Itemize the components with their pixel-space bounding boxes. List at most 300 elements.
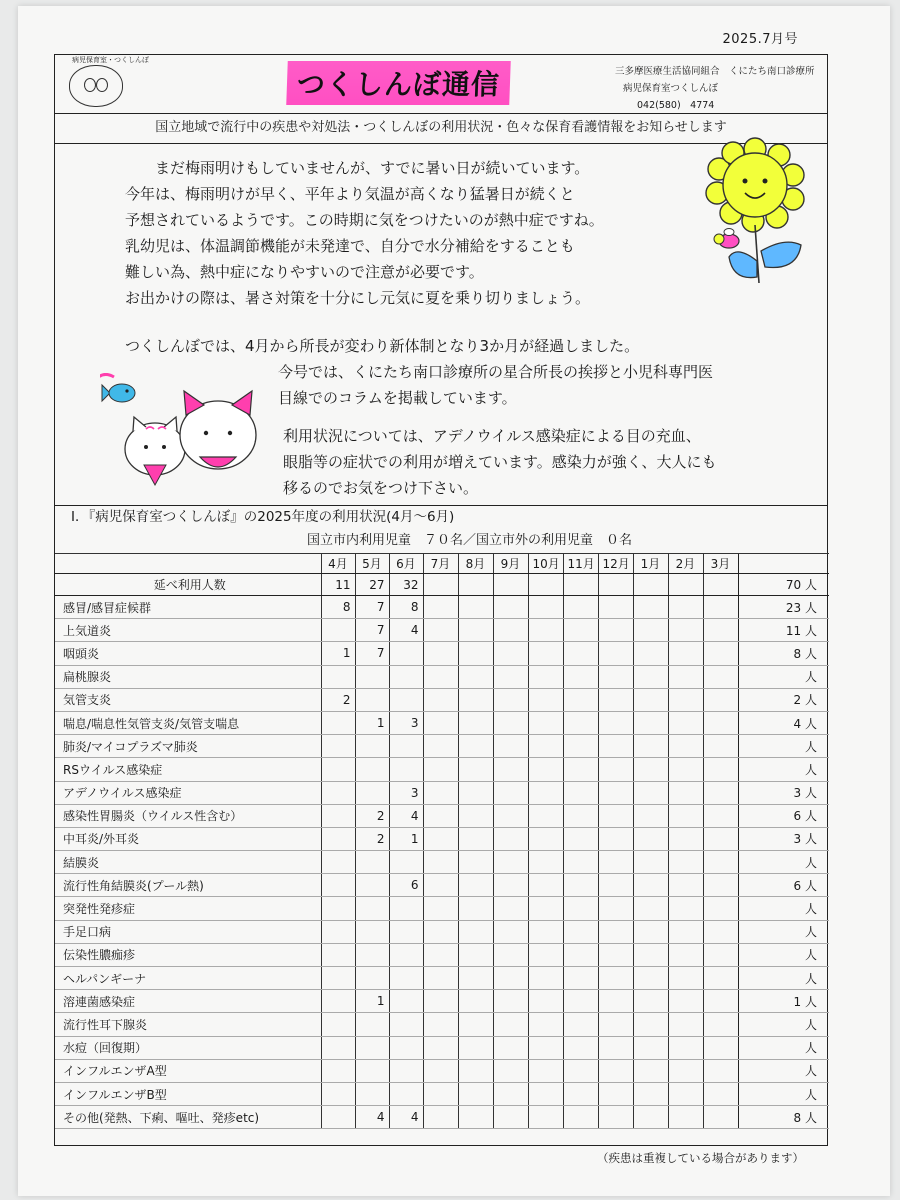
table-cell — [668, 967, 703, 990]
text-line: 乳幼児は、体温調節機能が未発達で、自分で水分補給をすることも — [125, 237, 575, 255]
table-cell — [528, 1059, 563, 1082]
table-cell — [528, 851, 563, 874]
table-cell — [321, 851, 355, 874]
table-cell — [703, 735, 738, 758]
table-cell — [321, 804, 355, 827]
table-cell — [668, 920, 703, 943]
table-cell — [493, 1036, 528, 1059]
total-usage-row — [55, 574, 829, 596]
table-cell — [458, 943, 493, 966]
table-cell — [355, 758, 389, 781]
text-line: 眼脂等の症状での利用が増えています。感染力が強く、大人にも — [283, 453, 717, 471]
disease-name: 溶連菌感染症 — [55, 990, 321, 1013]
table-cell — [563, 1059, 598, 1082]
table-cell — [633, 967, 668, 990]
table-cell — [703, 897, 738, 920]
table-cell — [668, 596, 703, 619]
table-cell — [633, 758, 668, 781]
table-cell: 3 — [389, 781, 423, 804]
table-row — [55, 711, 829, 734]
table-cell — [389, 1013, 423, 1036]
table-row — [55, 642, 829, 665]
table-cell — [598, 781, 633, 804]
disease-name: 上気道炎 — [55, 619, 321, 642]
table-cell — [321, 1082, 355, 1105]
table-cell — [493, 642, 528, 665]
month-header: 2月 — [668, 554, 703, 574]
table-cell — [668, 711, 703, 734]
table-cell: 1 — [321, 642, 355, 665]
disease-name: RSウイルス感染症 — [55, 758, 321, 781]
row-label: 延べ利用人数 — [55, 574, 321, 596]
table-cell — [668, 758, 703, 781]
table-cell — [528, 665, 563, 688]
disease-name: 水痘（回復期） — [55, 1036, 321, 1059]
table-cell — [703, 990, 738, 1013]
table-cell: 8 — [389, 596, 423, 619]
table-cell — [563, 642, 598, 665]
row-total: 1 人 — [738, 990, 829, 1013]
fish-icon — [102, 384, 135, 402]
table-cell — [668, 735, 703, 758]
table-cell — [493, 596, 528, 619]
header-blank — [738, 554, 829, 574]
table-cell — [563, 1106, 598, 1129]
disease-name: インフルエンザB型 — [55, 1082, 321, 1105]
table-cell — [633, 990, 668, 1013]
month-header: 6月 — [389, 554, 423, 574]
table-cell — [563, 967, 598, 990]
table-cell — [458, 827, 493, 850]
table-row — [55, 990, 829, 1013]
table-cell — [598, 665, 633, 688]
disease-name: 喘息/喘息性気管支炎/気管支喘息 — [55, 711, 321, 734]
table-cell — [668, 1082, 703, 1105]
table-cell — [633, 688, 668, 711]
table-cell: 32 — [389, 574, 423, 596]
table-cell — [458, 990, 493, 1013]
table-cell — [563, 619, 598, 642]
table-cell — [563, 897, 598, 920]
disease-name: 感冒/感冒症候群 — [55, 596, 321, 619]
table-cell — [389, 990, 423, 1013]
table-cell — [668, 874, 703, 897]
row-total: 人 — [738, 665, 829, 688]
table-cell — [668, 851, 703, 874]
table-cell — [458, 665, 493, 688]
table-cell: 7 — [355, 596, 389, 619]
table-row — [55, 827, 829, 850]
disease-name: その他(発熱、下痢、嘔吐、発疹etc) — [55, 1106, 321, 1129]
table-row — [55, 619, 829, 642]
table-cell — [423, 1059, 458, 1082]
table-cell — [423, 851, 458, 874]
table-cell — [321, 758, 355, 781]
usage-summary: 国立市内利用児童 ７０名／国立市外の利用児童 ０名 — [307, 533, 633, 548]
table-cell — [458, 688, 493, 711]
table-cell — [458, 758, 493, 781]
table-cell — [703, 1059, 738, 1082]
month-header: 12月 — [598, 554, 633, 574]
disease-name: 流行性角結膜炎(プール熱) — [55, 874, 321, 897]
row-total: 4 人 — [738, 711, 829, 734]
text-line: まだ梅雨明けもしていませんが、すでに暑い日が続いています。 — [155, 159, 590, 177]
table-cell — [355, 735, 389, 758]
table-cell — [703, 1106, 738, 1129]
newsletter-frame — [54, 54, 828, 1146]
table-cell — [321, 897, 355, 920]
table-cell — [355, 1059, 389, 1082]
table-cell — [355, 943, 389, 966]
month-header: 10月 — [528, 554, 563, 574]
table-cell — [321, 1106, 355, 1129]
table-cell — [633, 574, 668, 596]
table-cell — [703, 874, 738, 897]
disease-name: 突発性発疹症 — [55, 897, 321, 920]
table-cell — [633, 619, 668, 642]
table-cell — [321, 943, 355, 966]
table-cell — [458, 596, 493, 619]
table-cell — [598, 711, 633, 734]
month-header: 3月 — [703, 554, 738, 574]
table-cell — [458, 735, 493, 758]
month-header: 5月 — [355, 554, 389, 574]
table-cell — [493, 574, 528, 596]
logo-face-icon — [84, 78, 96, 92]
table-cell — [389, 642, 423, 665]
table-cell — [493, 967, 528, 990]
table-cell — [389, 920, 423, 943]
disease-name: アデノウイルス感染症 — [55, 781, 321, 804]
table-cell — [423, 665, 458, 688]
table-cell — [703, 1082, 738, 1105]
table-cell — [423, 642, 458, 665]
table-cell — [528, 619, 563, 642]
table-cell — [528, 967, 563, 990]
table-cell — [423, 781, 458, 804]
table-cell — [633, 874, 668, 897]
table-cell — [668, 665, 703, 688]
table-cell — [563, 851, 598, 874]
month-header: 7月 — [423, 554, 458, 574]
row-total: 3 人 — [738, 781, 829, 804]
text-line: 予想されているようです。この時期に気をつけたいのが熱中症ですね。 — [125, 211, 604, 229]
table-row — [55, 1036, 829, 1059]
table-cell: 6 — [389, 874, 423, 897]
table-cell — [423, 758, 458, 781]
table-cell: 2 — [321, 688, 355, 711]
table-cell — [598, 897, 633, 920]
table-cell — [458, 804, 493, 827]
table-row — [55, 1013, 829, 1036]
disease-name: 咽頭炎 — [55, 642, 321, 665]
month-header: 11月 — [563, 554, 598, 574]
table-cell — [633, 920, 668, 943]
table-cell — [703, 758, 738, 781]
table-cell — [703, 851, 738, 874]
table-cell — [321, 827, 355, 850]
disease-name: 伝染性膿痂疹 — [55, 943, 321, 966]
table-cell — [668, 688, 703, 711]
row-total: 8 人 — [738, 642, 829, 665]
table-row — [55, 1059, 829, 1082]
table-cell — [493, 665, 528, 688]
org-phone: 042(580) 4774 — [637, 100, 715, 111]
disease-name: 結膜炎 — [55, 851, 321, 874]
table-cell — [355, 688, 389, 711]
table-cell — [598, 574, 633, 596]
table-cell — [668, 943, 703, 966]
header — [55, 55, 827, 114]
table-cell — [321, 1036, 355, 1059]
table-cell: 8 — [321, 596, 355, 619]
table-cell — [423, 967, 458, 990]
table-cell: 2 — [355, 827, 389, 850]
table-cell — [389, 943, 423, 966]
table-cell — [389, 851, 423, 874]
row-total: 人 — [738, 1082, 829, 1105]
table-cell — [668, 827, 703, 850]
table-cell — [423, 1106, 458, 1129]
cats-illustration — [100, 373, 270, 493]
disease-name: 手足口病 — [55, 920, 321, 943]
table-cell — [423, 688, 458, 711]
table-cell — [458, 1013, 493, 1036]
table-cell — [423, 804, 458, 827]
table-cell — [321, 1059, 355, 1082]
table-cell — [423, 920, 458, 943]
table-cell — [703, 781, 738, 804]
table-cell — [458, 897, 493, 920]
table-cell — [458, 781, 493, 804]
table-cell — [633, 711, 668, 734]
table-cell — [493, 688, 528, 711]
table-cell — [633, 596, 668, 619]
table-cell — [598, 1059, 633, 1082]
table-cell — [598, 1036, 633, 1059]
row-total: 6 人 — [738, 804, 829, 827]
table-cell — [458, 1106, 493, 1129]
table-cell — [458, 851, 493, 874]
table-cell — [528, 574, 563, 596]
table-cell — [423, 619, 458, 642]
table-row — [55, 943, 829, 966]
table-cell — [633, 827, 668, 850]
table-cell — [668, 574, 703, 596]
table-cell — [563, 920, 598, 943]
table-cell — [668, 804, 703, 827]
table-cell — [563, 1082, 598, 1105]
table-cell — [423, 990, 458, 1013]
table-cell — [633, 1059, 668, 1082]
table-cell — [598, 827, 633, 850]
table-cell — [458, 619, 493, 642]
table-cell — [423, 574, 458, 596]
table-cell — [598, 596, 633, 619]
table-cell — [423, 711, 458, 734]
table-row — [55, 967, 829, 990]
row-total: 70 人 — [738, 574, 829, 596]
table-cell — [355, 1036, 389, 1059]
table-cell — [423, 735, 458, 758]
table-cell: 1 — [389, 827, 423, 850]
table-cell — [528, 735, 563, 758]
row-total: 人 — [738, 735, 829, 758]
table-cell — [355, 967, 389, 990]
table-cell — [458, 574, 493, 596]
table-cell — [563, 943, 598, 966]
table-cell — [493, 1013, 528, 1036]
table-cell — [633, 804, 668, 827]
table-cell — [389, 1036, 423, 1059]
table-cell — [633, 642, 668, 665]
table-row — [55, 596, 829, 619]
row-total: 8 人 — [738, 1106, 829, 1129]
text-line: お出かけの際は、暑さ対策を十分にし元気に夏を乗り切りましょう。 — [125, 289, 591, 307]
text-line: 今号では、くにたち南口診療所の星合所長の挨拶と小児科専門医 — [278, 363, 714, 381]
row-total: 人 — [738, 967, 829, 990]
table-cell — [493, 990, 528, 1013]
table-cell — [633, 781, 668, 804]
table-cell — [598, 990, 633, 1013]
table-cell — [703, 967, 738, 990]
table-cell — [321, 990, 355, 1013]
footnote: （疾患は重複している場合があります） — [597, 1151, 804, 1165]
table-cell — [703, 574, 738, 596]
table-cell — [703, 827, 738, 850]
table-cell — [458, 1059, 493, 1082]
table-cell: 3 — [389, 711, 423, 734]
table-cell — [389, 758, 423, 781]
table-cell — [563, 711, 598, 734]
table-cell — [493, 619, 528, 642]
table-cell — [321, 711, 355, 734]
text-line: 今年は、梅雨明けが早く、平年より気温が高くなり猛暑日が続くと — [125, 185, 575, 203]
table-cell — [423, 1082, 458, 1105]
table-row — [55, 735, 829, 758]
table-cell — [598, 943, 633, 966]
row-total: 人 — [738, 758, 829, 781]
text-line: 利用状況については、アデノウイルス感染症による目の充血、 — [283, 427, 701, 445]
table-cell — [528, 990, 563, 1013]
table-cell — [493, 943, 528, 966]
table-cell — [528, 781, 563, 804]
table-cell — [321, 920, 355, 943]
table-cell — [703, 920, 738, 943]
disease-name: 肺炎/マイコプラズマ肺炎 — [55, 735, 321, 758]
row-total: 2 人 — [738, 688, 829, 711]
table-row — [55, 874, 829, 897]
table-cell — [563, 990, 598, 1013]
disease-name: ヘルパンギーナ — [55, 967, 321, 990]
table-cell — [633, 897, 668, 920]
table-cell: 4 — [389, 1106, 423, 1129]
table-cell — [598, 1106, 633, 1129]
table-cell — [703, 711, 738, 734]
table-cell — [703, 804, 738, 827]
table-row — [55, 1106, 829, 1129]
table-row — [55, 897, 829, 920]
table-cell — [493, 920, 528, 943]
table-row — [55, 1082, 829, 1105]
table-cell — [668, 1059, 703, 1082]
table-cell — [389, 1082, 423, 1105]
table-cell: 11 — [321, 574, 355, 596]
month-header-row — [55, 554, 829, 574]
table-cell — [598, 804, 633, 827]
table-cell — [563, 1036, 598, 1059]
logo-face-icon — [96, 78, 108, 92]
logo-text: 病児保育室・つくしんぼ — [72, 56, 149, 64]
table-cell — [668, 897, 703, 920]
sunflower-face — [723, 153, 787, 217]
table-cell — [703, 665, 738, 688]
table-cell — [633, 1036, 668, 1059]
table-cell — [493, 758, 528, 781]
table-cell — [423, 827, 458, 850]
table-row — [55, 688, 829, 711]
row-total: 人 — [738, 1036, 829, 1059]
text-line: つくしんぼでは、4月から所長が変わり新体制となり3か月が経過しました。 — [125, 337, 640, 355]
table-cell — [355, 1082, 389, 1105]
striped-cat-icon — [125, 417, 185, 485]
table-cell — [633, 735, 668, 758]
table-cell: 4 — [389, 804, 423, 827]
table-cell — [493, 827, 528, 850]
table-cell — [355, 920, 389, 943]
table-cell — [598, 619, 633, 642]
table-cell — [598, 758, 633, 781]
newsletter-page — [18, 6, 890, 1196]
table-cell — [563, 665, 598, 688]
row-total: 人 — [738, 1013, 829, 1036]
table-cell — [389, 665, 423, 688]
row-total: 3 人 — [738, 827, 829, 850]
table-cell — [493, 874, 528, 897]
table-cell — [458, 1082, 493, 1105]
table-cell: 4 — [389, 619, 423, 642]
table-cell — [703, 943, 738, 966]
table-cell — [321, 1013, 355, 1036]
table-cell — [493, 735, 528, 758]
month-header: 8月 — [458, 554, 493, 574]
table-cell: 4 — [355, 1106, 389, 1129]
text-line: 難しい為、熱中症になりやすいので注意が必要です。 — [125, 263, 484, 281]
organization-info — [615, 63, 815, 114]
month-header: 4月 — [321, 554, 355, 574]
table-cell — [633, 851, 668, 874]
clinic-logo — [69, 56, 149, 107]
table-row — [55, 665, 829, 688]
row-total: 人 — [738, 920, 829, 943]
table-cell — [528, 1036, 563, 1059]
table-cell — [528, 758, 563, 781]
table-cell — [668, 642, 703, 665]
table-cell: 2 — [355, 804, 389, 827]
newsletter-subtitle: 国立地域で流行中の疾患や対処法・つくしんぼの利用状況・色々な保育看護情報をお知らせします — [55, 113, 827, 144]
table-cell: 27 — [355, 574, 389, 596]
table-cell — [703, 619, 738, 642]
table-row — [55, 758, 829, 781]
table-cell — [389, 967, 423, 990]
issue-label: 2025.7月号 — [722, 32, 798, 47]
table-row — [55, 781, 829, 804]
table-cell — [389, 735, 423, 758]
row-total: 6 人 — [738, 874, 829, 897]
disease-name: インフルエンザA型 — [55, 1059, 321, 1082]
table-cell — [493, 851, 528, 874]
title-wrap — [287, 61, 510, 105]
